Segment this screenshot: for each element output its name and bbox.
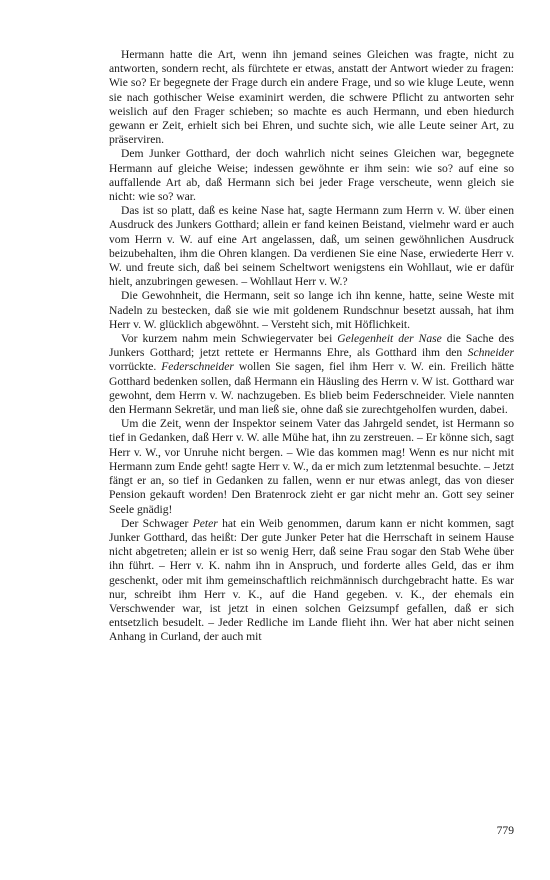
paragraph — [109, 332, 514, 417]
text-run: vorrückte. — [109, 360, 162, 374]
text-run: Der Schwager — [121, 516, 193, 530]
italic-text: Schneider — [467, 346, 514, 360]
text-run: hat ein Weib genommen, darum kann er nicht kommen, sagt Junker Gotthard, das heißt: Der gute Junker Peter hat die Herrschaft in seinem Hause nicht abgetreten; allein er ist so wenig Herr, daß seine Frau sogar den Stab Wehe über ihn führt. – Herr v. K. nahm ihn in Anspruch, und forderte alles Geld, das er ihm geschenkt, oder mit ihm gemeinschaftlich reichmännisch durchgebracht hatte. Es war nur, schreibt ihm Herr v. K., auf die Hand gegeben. v. K., der ehemals ein Verschwender war, ist jetzt in einen solchen Geizsumpf gefallen, daß er sich entsetzlich besudelt. – Jeder Redliche im Lande flieht ihn. Wer hat aber nicht seinen Anhang in Curland, der auch mit — [109, 516, 515, 644]
page-number: 779 — [496, 824, 514, 837]
italic-text: Peter — [192, 516, 218, 530]
italic-text: Federschneider — [161, 360, 234, 374]
text-run: Das ist so platt, daß es keine Nase hat, sagte Hermann zum Herrn v. W. über einen Ausdruck des Junkers Gotthard; allein er fand keinen Beistand, vielmehr ward er auch vom Herrn v. W. auf eine Art angelassen, daß, um seinen gewöhnlichen Ausdruck beizubehalten, ihm die Ohren klangen. Da verdienen Sie eine Nase, erwiederte Herr v. W. und freute sich, daß bei seinem Scheltwort wenigstens ein Wohllaut, wie er dafür hielt, anzubringen gewesen. – Wohllaut Herr v. W.? — [109, 204, 514, 289]
paragraph — [109, 204, 514, 289]
italic-text: Gelegenheit der Nase — [337, 332, 442, 346]
text-run: Um die Zeit, wenn der Inspektor seinem Vater das Jahrgeld sendet, ist Hermann so tief in Gedanken, daß Herr v. W. alle Mühe hat, ihn zu zerstreuen. – Er könne sich, sagt Herr v. W., vor Unruhe nicht bergen. – Wie das kommen mag! Wenn es nur nicht mit Hermann zum Ende geht! sagte Herr v. W., da er mich zum letztenmal besuchte. – Jetzt fängt er an, so tief in Gedanken zu fallen, wenn er nur etwas anlegt, das von dieser Pension gekauft worden! Den Bratenrock zieht er gar nicht mehr an. Gott sey seiner Seele gnädig! — [109, 417, 514, 516]
text-run: die Sache des Junkers Gotthard; jetzt rettete er Hermanns Ehre, als Gotthard ihm den — [109, 332, 514, 360]
paragraph — [109, 147, 514, 204]
text-run: Dem Junker Gotthard, der doch wahrlich nicht seines Gleichen war, begegnete Hermann auf gleiche Weise; indessen gewöhnte er ihm sein: wie so? auf eine so auffallende Art ab, daß Hermann sich bei jeder Frage verscheute, wenn gleich sie nicht: wie so? war. — [109, 147, 514, 204]
text-run: Hermann hatte die Art, wenn ihn jemand seines Gleichen was fragte, nicht zu antworten, sondern recht, als fürchtete er etwas, anstatt der Antwort wieder zu fragen: Wie so? Er begegnete der Frage durch ein andere Frage, und so wie kluge Leute, wenn sie nach gothischer Weise examinirt werden, die schwere Pflicht zu antworten sehr weislich auf den Frager schieben; so machte es auch Hermann, und eben hiedurch gewann er Zeit, erhielt sich bei Ehren, und suchte sich, wie alle Leute seiner Art, zu präserviren. — [109, 48, 514, 147]
text-run: Vor kurzem nahm mein Schwiegervater bei — [121, 332, 338, 346]
paragraph — [109, 417, 514, 516]
text-run: Die Gewohnheit, die Hermann, seit so lange ich ihn kenne, hatte, seine Weste mit Nadeln zu bestecken, daß sie wie mit goldenem Rundschnur besetzt aussah, hat ihm Herr v. W. glücklich abgewöhnt. – Versteht sich, mit Höflichkeit. — [109, 289, 514, 331]
paragraph — [109, 289, 514, 332]
text-run: wollen Sie sagen, fiel ihm Herr v. W. ein. Freilich hätte Gotthard bedenken sollen, daß Hermann ein Häusling des Herrn v. W ist. Gotthard war gewohnt, dem Herrn v. W. nachzugeben. Es blieb beim Federschneider. Viele nannten den Hermann Sekretär, und man ließ sie, ohne daß sie zurechtgeholfen wurden, dabei. — [109, 360, 514, 417]
page-body — [109, 48, 514, 645]
paragraph — [109, 48, 514, 147]
paragraph — [109, 517, 514, 645]
